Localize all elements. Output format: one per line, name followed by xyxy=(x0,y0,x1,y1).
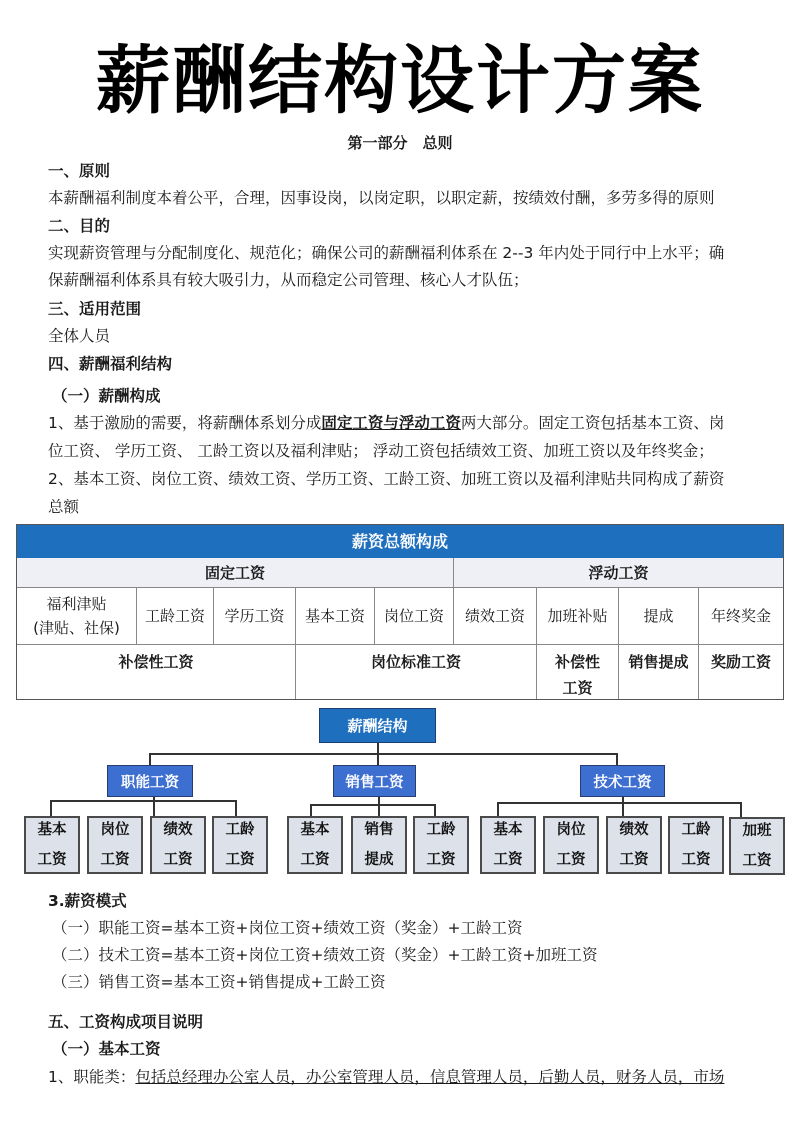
section-heading-scope: 三、适用范围 xyxy=(48,300,142,318)
section-heading-principle: 一、原则 xyxy=(48,162,111,180)
branch-sales: 销售工资 xyxy=(333,765,416,797)
purpose-text-line1: 实现薪资管理与分配制度化、规范化；确保公司的薪酬福利体系在 2--3 年内处于同行中上水平；确 xyxy=(48,244,725,262)
category-compensatory: 补偿性工资 xyxy=(17,644,295,699)
section-heading-purpose: 二、目的 xyxy=(48,217,111,235)
base-pay-functional-line: 1、职能类：包括总经理办公室人员，办公室管理人员，信息管理人员，后勤人员，财务人员，市场 xyxy=(48,1068,725,1086)
section-heading-structure: 四、薪酬福利结构 xyxy=(48,355,173,373)
table-title: 薪资总额构成 xyxy=(17,525,783,558)
composition-para2-line1: 2、基本工资、岗位工资、绩效工资、学历工资、工龄工资、加班工资以及福利津贴共同构成了薪资 xyxy=(48,470,725,488)
salary-mode-heading: 3.薪资模式 xyxy=(48,892,127,910)
document-title: 薪酬结构设计方案 xyxy=(96,38,704,124)
subheading-composition: （一）薪酬构成 xyxy=(52,387,161,405)
leaf-technical-base: 基本 工资 xyxy=(480,816,536,874)
item-education-pay: 学历工资 xyxy=(213,588,295,644)
purpose-text-line2: 保薪酬福利体系具有较大吸引力，从而稳定公司管理、核心人才队伍； xyxy=(48,271,529,289)
chart-root: 薪酬结构 xyxy=(319,708,436,743)
leaf-technical-position: 岗位 工资 xyxy=(543,816,599,874)
category-compensatory-2: 补偿性 工资 xyxy=(536,644,618,699)
item-seniority-pay: 工龄工资 xyxy=(136,588,213,644)
leaf-functional-performance: 绩效 工资 xyxy=(150,816,206,874)
principle-text: 本薪酬福利制度本着公平，合理，因事设岗，以岗定职，以职定薪，按绩效付酬，多劳多得的原则 xyxy=(48,189,715,207)
scope-text: 全体人员 xyxy=(48,327,111,345)
composition-para1-line1: 1、基于激励的需要，将薪酬体系划分成固定工资与浮动工资两大部分。固定工资包括基本工资、岗 xyxy=(48,414,725,432)
item-performance-pay: 绩效工资 xyxy=(453,588,536,644)
leaf-sales-seniority: 工龄 工资 xyxy=(413,816,469,874)
salary-composition-table xyxy=(16,524,784,700)
leaf-functional-seniority: 工龄 工资 xyxy=(212,816,268,874)
leaf-technical-performance: 绩效 工资 xyxy=(606,816,662,874)
item-welfare-allowance: 福利津贴 (津贴、社保) xyxy=(33,595,120,637)
salary-mode-sales: （三）销售工资=基本工资+销售提成+工龄工资 xyxy=(52,973,386,991)
section-heading-items: 五、工资构成项目说明 xyxy=(48,1013,204,1031)
leaf-technical-overtime: 加班 工资 xyxy=(729,817,785,875)
group-fixed-salary: 固定工资 xyxy=(17,558,453,588)
subheading-base-pay: （一）基本工资 xyxy=(52,1040,161,1058)
category-sales-commission: 销售提成 xyxy=(618,644,698,699)
leaf-sales-base: 基本 工资 xyxy=(287,816,343,874)
category-incentive-pay: 奖励工资 xyxy=(698,644,783,699)
branch-functional: 职能工资 xyxy=(107,765,193,797)
item-position-pay: 岗位工资 xyxy=(374,588,453,644)
composition-para2-line2: 总额 xyxy=(48,498,80,516)
item-year-end-bonus: 年终奖金 xyxy=(698,588,783,644)
category-position-standard: 岗位标准工资 xyxy=(295,644,536,699)
leaf-technical-seniority: 工龄 工资 xyxy=(668,816,724,874)
emphasis-fixed-floating: 固定工资与浮动工资 xyxy=(321,414,461,432)
item-overtime-allowance: 加班补贴 xyxy=(536,588,618,644)
leaf-functional-base: 基本 工资 xyxy=(24,816,80,874)
salary-mode-technical: （二）技术工资=基本工资+岗位工资+绩效工资（奖金）+工龄工资+加班工资 xyxy=(52,946,598,964)
branch-technical: 技术工资 xyxy=(580,765,665,797)
leaf-functional-position: 岗位 工资 xyxy=(87,816,143,874)
item-commission: 提成 xyxy=(618,588,698,644)
salary-mode-functional: （一）职能工资=基本工资+岗位工资+绩效工资（奖金）+工龄工资 xyxy=(52,919,523,937)
group-floating-salary: 浮动工资 xyxy=(453,558,783,588)
part-heading: 第一部分 总则 xyxy=(347,134,453,152)
composition-para1-line2: 位工资、 学历工资、 工龄工资以及福利津贴； 浮动工资包括绩效工资、加班工资以及年终奖金； xyxy=(48,442,714,460)
item-base-pay: 基本工资 xyxy=(295,588,374,644)
leaf-sales-commission: 销售 提成 xyxy=(351,816,407,874)
